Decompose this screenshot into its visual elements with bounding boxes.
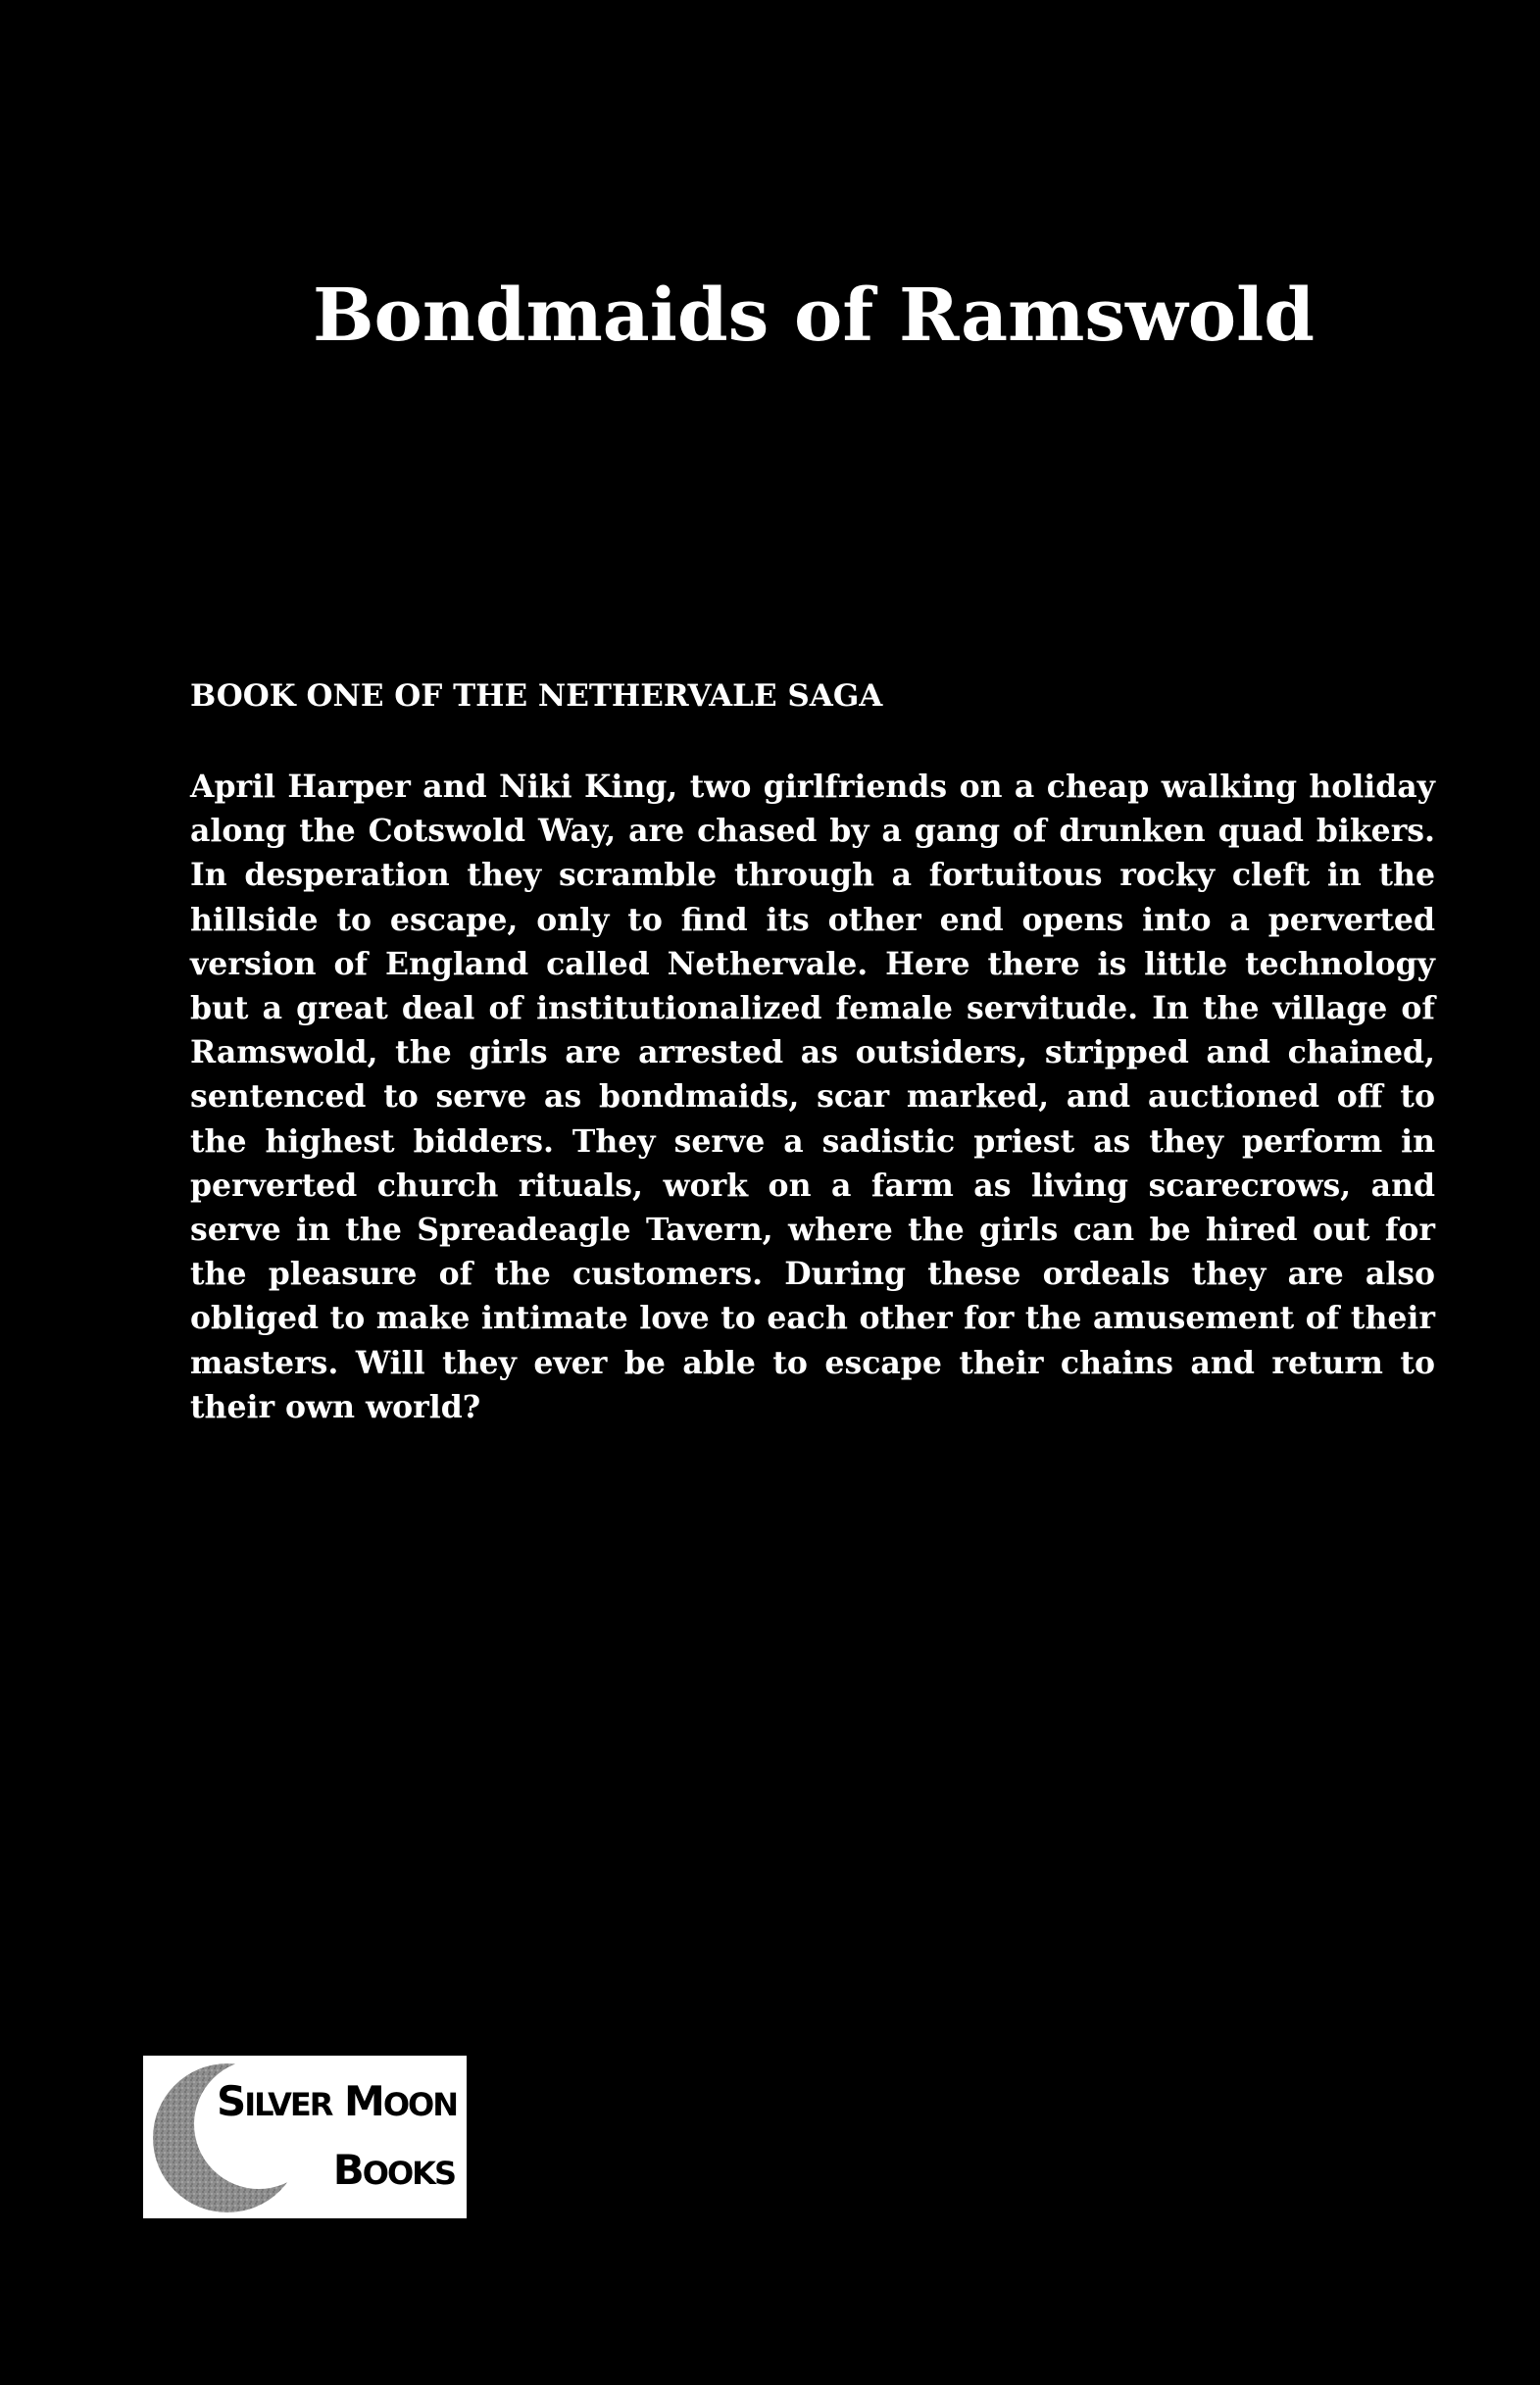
publisher-logo xyxy=(143,2056,467,2218)
publisher-name-line-2: BOOKS xyxy=(332,2146,455,2194)
publisher-name-line-1: SILVER MOON xyxy=(216,2077,457,2125)
book-title: Bondmaids of Ramswold xyxy=(313,273,1315,358)
book-blurb: April Harper and Niki King, two girlfriends on a cheap walking holiday along the Cotswold Way, are chased by a gang of drunken quad bikers. In desperation they scramble through a fortuitous rocky cleft in the hillside to escape, only to find its other end opens into a perverted version of England called Nethervale. Here there is little technology but a great deal of institutionalized female servitude. In the village of Ramswold, the girls are arrested as outsiders, stripped and chained, sentenced to serve as bondmaids, scar marked, and auctioned off to the highest bidders. They serve a sadistic priest as they perform in perverted church rituals, work on a farm as living scarecrows, and serve in the Spreadeagle Tavern, where the girls can be hired out for the pleasure of the customers. During these ordeals they are also obliged to make intimate love to each other for the amusement of their masters. Will they ever be able to escape their chains and return to their own world? xyxy=(190,769,1435,1425)
series-label: BOOK ONE OF THE NETHERVALE SAGA xyxy=(190,678,883,714)
